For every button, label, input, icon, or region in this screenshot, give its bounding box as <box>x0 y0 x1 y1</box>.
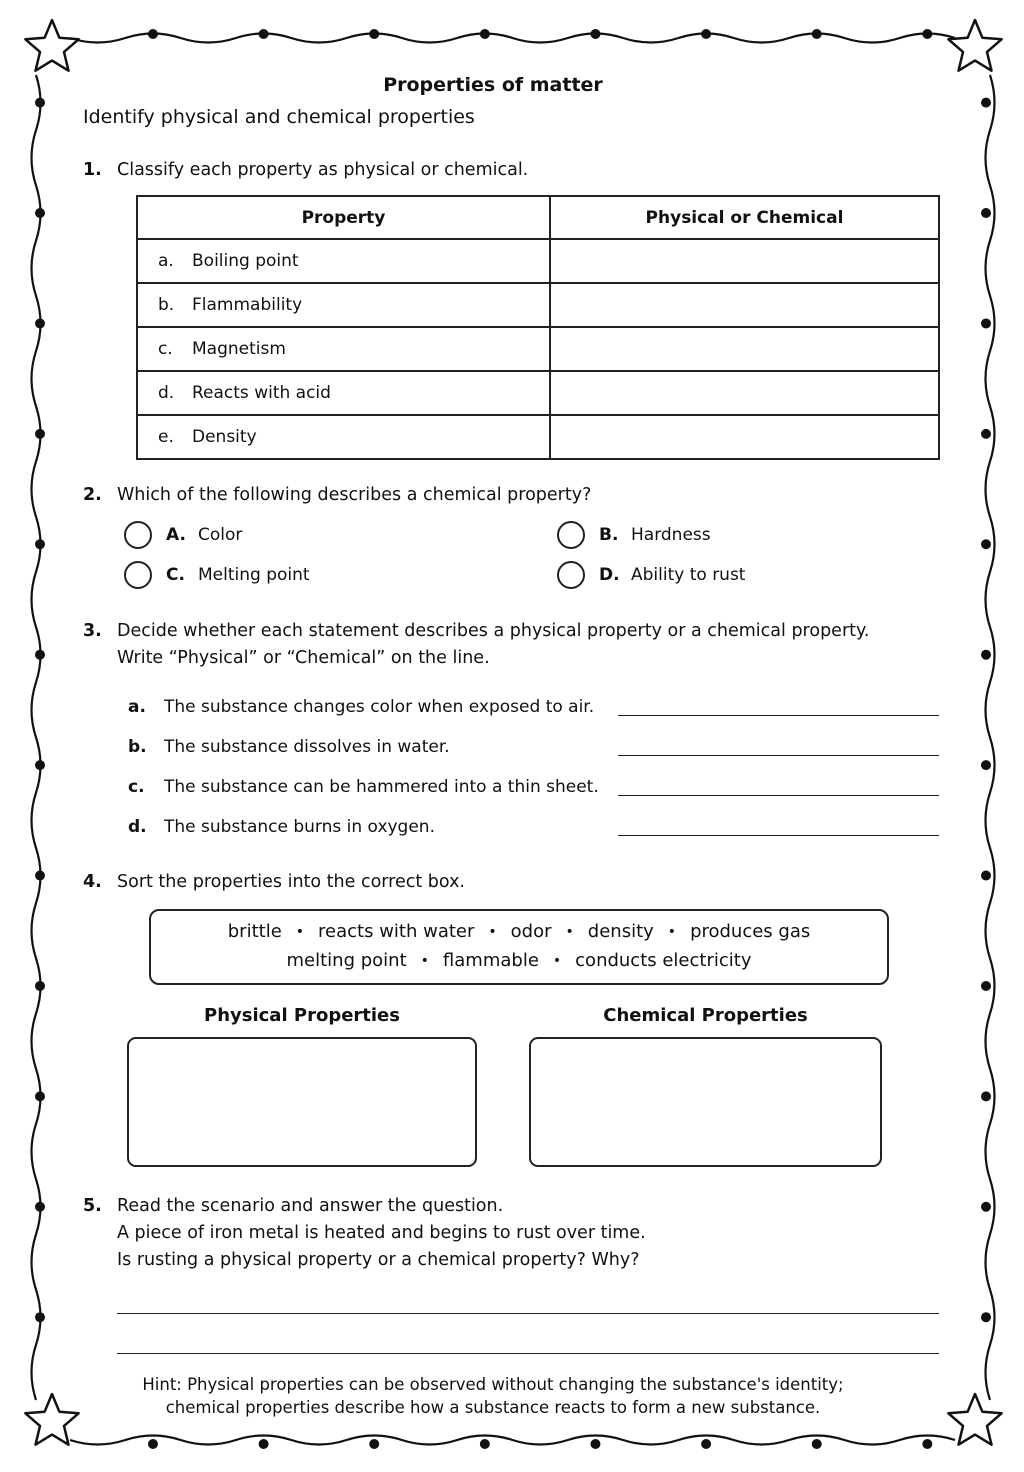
word-item: brittle <box>227 921 282 942</box>
statement-text: The substance burns in oxygen. <box>164 817 435 837</box>
physical-properties-box[interactable] <box>127 1037 477 1167</box>
table-row <box>137 327 939 371</box>
question-5 <box>83 1196 503 1216</box>
radio-circle[interactable] <box>124 521 152 549</box>
option-letter: C. <box>166 565 185 585</box>
question-text: Sort the properties into the correct box. <box>117 872 465 892</box>
word-item: density <box>587 921 654 942</box>
row-letter: e. <box>158 427 174 447</box>
row-letter: d. <box>158 383 175 403</box>
property-table <box>136 195 940 460</box>
option-a[interactable] <box>124 521 242 549</box>
answer-cell[interactable] <box>550 371 939 415</box>
separator-dot: • <box>488 923 497 940</box>
radio-circle[interactable] <box>124 561 152 589</box>
row-letter: c. <box>158 339 173 359</box>
answer-cell[interactable] <box>550 239 939 283</box>
statement-letter: c. <box>128 777 145 797</box>
option-label: Hardness <box>631 525 711 545</box>
question-text: Which of the following describes a chemical property? <box>117 485 592 505</box>
answer-line[interactable] <box>618 835 939 836</box>
word-bank <box>149 909 889 985</box>
question-text: Decide whether each statement describes a physical property or a chemical property. <box>117 621 870 641</box>
question-number: 4. <box>83 872 102 892</box>
statement-d <box>128 817 435 837</box>
word-item: reacts with water <box>318 921 475 942</box>
statement-letter: d. <box>128 817 147 837</box>
word-item: conducts electricity <box>575 950 752 971</box>
option-b[interactable] <box>557 521 711 549</box>
option-label: Color <box>198 525 243 545</box>
answer-line[interactable] <box>117 1353 939 1354</box>
statement-a <box>128 697 594 717</box>
question-number: 3. <box>83 621 102 641</box>
separator-dot: • <box>552 952 562 969</box>
statement-text: The substance can be hammered into a thin sheet. <box>164 777 599 797</box>
option-letter: D. <box>599 565 620 585</box>
chemical-properties-box[interactable] <box>529 1037 882 1167</box>
row-label: Magnetism <box>192 339 286 359</box>
question-number: 2. <box>83 485 102 505</box>
row-label: Boiling point <box>192 251 299 271</box>
question-number: 5. <box>83 1196 102 1216</box>
table-row <box>137 415 939 459</box>
separator-dot: • <box>420 952 429 969</box>
row-letter: b. <box>158 295 175 315</box>
statement-text: The substance changes color when exposed to air. <box>164 697 595 717</box>
question-1 <box>83 160 528 180</box>
separator-dot: • <box>295 923 305 940</box>
row-label: Reacts with acid <box>192 383 331 403</box>
column-header-property: Property <box>137 196 550 239</box>
column-header-classification: Physical or Chemical <box>550 196 939 239</box>
hint-line-2: chemical properties describe how a substance reacts to form a new substance. <box>165 1398 821 1417</box>
statement-text: The substance dissolves in water. <box>164 737 450 757</box>
table-row <box>137 371 939 415</box>
word-item: odor <box>510 921 552 942</box>
question-text: Classify each property as physical or chemical. <box>117 160 529 180</box>
table-row <box>137 283 939 327</box>
hint-box <box>60 1373 926 1419</box>
page-title: Properties of matter <box>383 74 603 96</box>
option-letter: A. <box>166 525 186 545</box>
answer-line[interactable] <box>618 755 939 756</box>
radio-circle[interactable] <box>557 521 585 549</box>
option-letter: B. <box>599 525 619 545</box>
option-d[interactable] <box>557 561 745 589</box>
word-bank-row-1 <box>151 921 887 942</box>
statement-letter: b. <box>128 737 147 757</box>
answer-line[interactable] <box>117 1313 939 1314</box>
answer-cell[interactable] <box>550 327 939 371</box>
answer-cell[interactable] <box>550 283 939 327</box>
question-number: 1. <box>83 160 102 180</box>
answer-line[interactable] <box>618 715 939 716</box>
table-header-row <box>137 196 939 239</box>
chemical-box-label: Chemical Properties <box>603 1005 808 1026</box>
question-3 <box>83 621 869 641</box>
statement-letter: a. <box>128 697 146 717</box>
word-bank-row-2 <box>151 950 887 971</box>
word-item: melting point <box>286 950 407 971</box>
word-item: flammable <box>442 950 539 971</box>
statement-c <box>128 777 599 797</box>
option-c[interactable] <box>124 561 310 589</box>
scenario-text: A piece of iron metal is heated and begins to rust over time. <box>117 1223 646 1243</box>
question-text: Read the scenario and answer the question. <box>117 1196 504 1216</box>
statement-b <box>128 737 450 757</box>
row-label: Density <box>192 427 257 447</box>
radio-circle[interactable] <box>557 561 585 589</box>
row-letter: a. <box>158 251 174 271</box>
option-label: Ability to rust <box>631 565 746 585</box>
question-3-instruction: Write “Physical” or “Chemical” on the line. <box>117 648 490 668</box>
row-label: Flammability <box>192 295 303 315</box>
physical-box-label: Physical Properties <box>204 1005 400 1026</box>
option-label: Melting point <box>198 565 310 585</box>
table-row <box>137 239 939 283</box>
separator-dot: • <box>565 923 574 940</box>
answer-line[interactable] <box>618 795 939 796</box>
answer-cell[interactable] <box>550 415 939 459</box>
hint-line-1: Hint: Physical properties can be observed without changing the substance's identity; <box>142 1375 844 1394</box>
word-item: produces gas <box>690 921 811 942</box>
separator-dot: • <box>667 923 677 940</box>
question-2 <box>83 485 591 505</box>
question-5-prompt: Is rusting a physical property or a chemical property? Why? <box>117 1250 640 1270</box>
page-subtitle: Identify physical and chemical properties <box>83 106 475 128</box>
question-4 <box>83 872 465 892</box>
